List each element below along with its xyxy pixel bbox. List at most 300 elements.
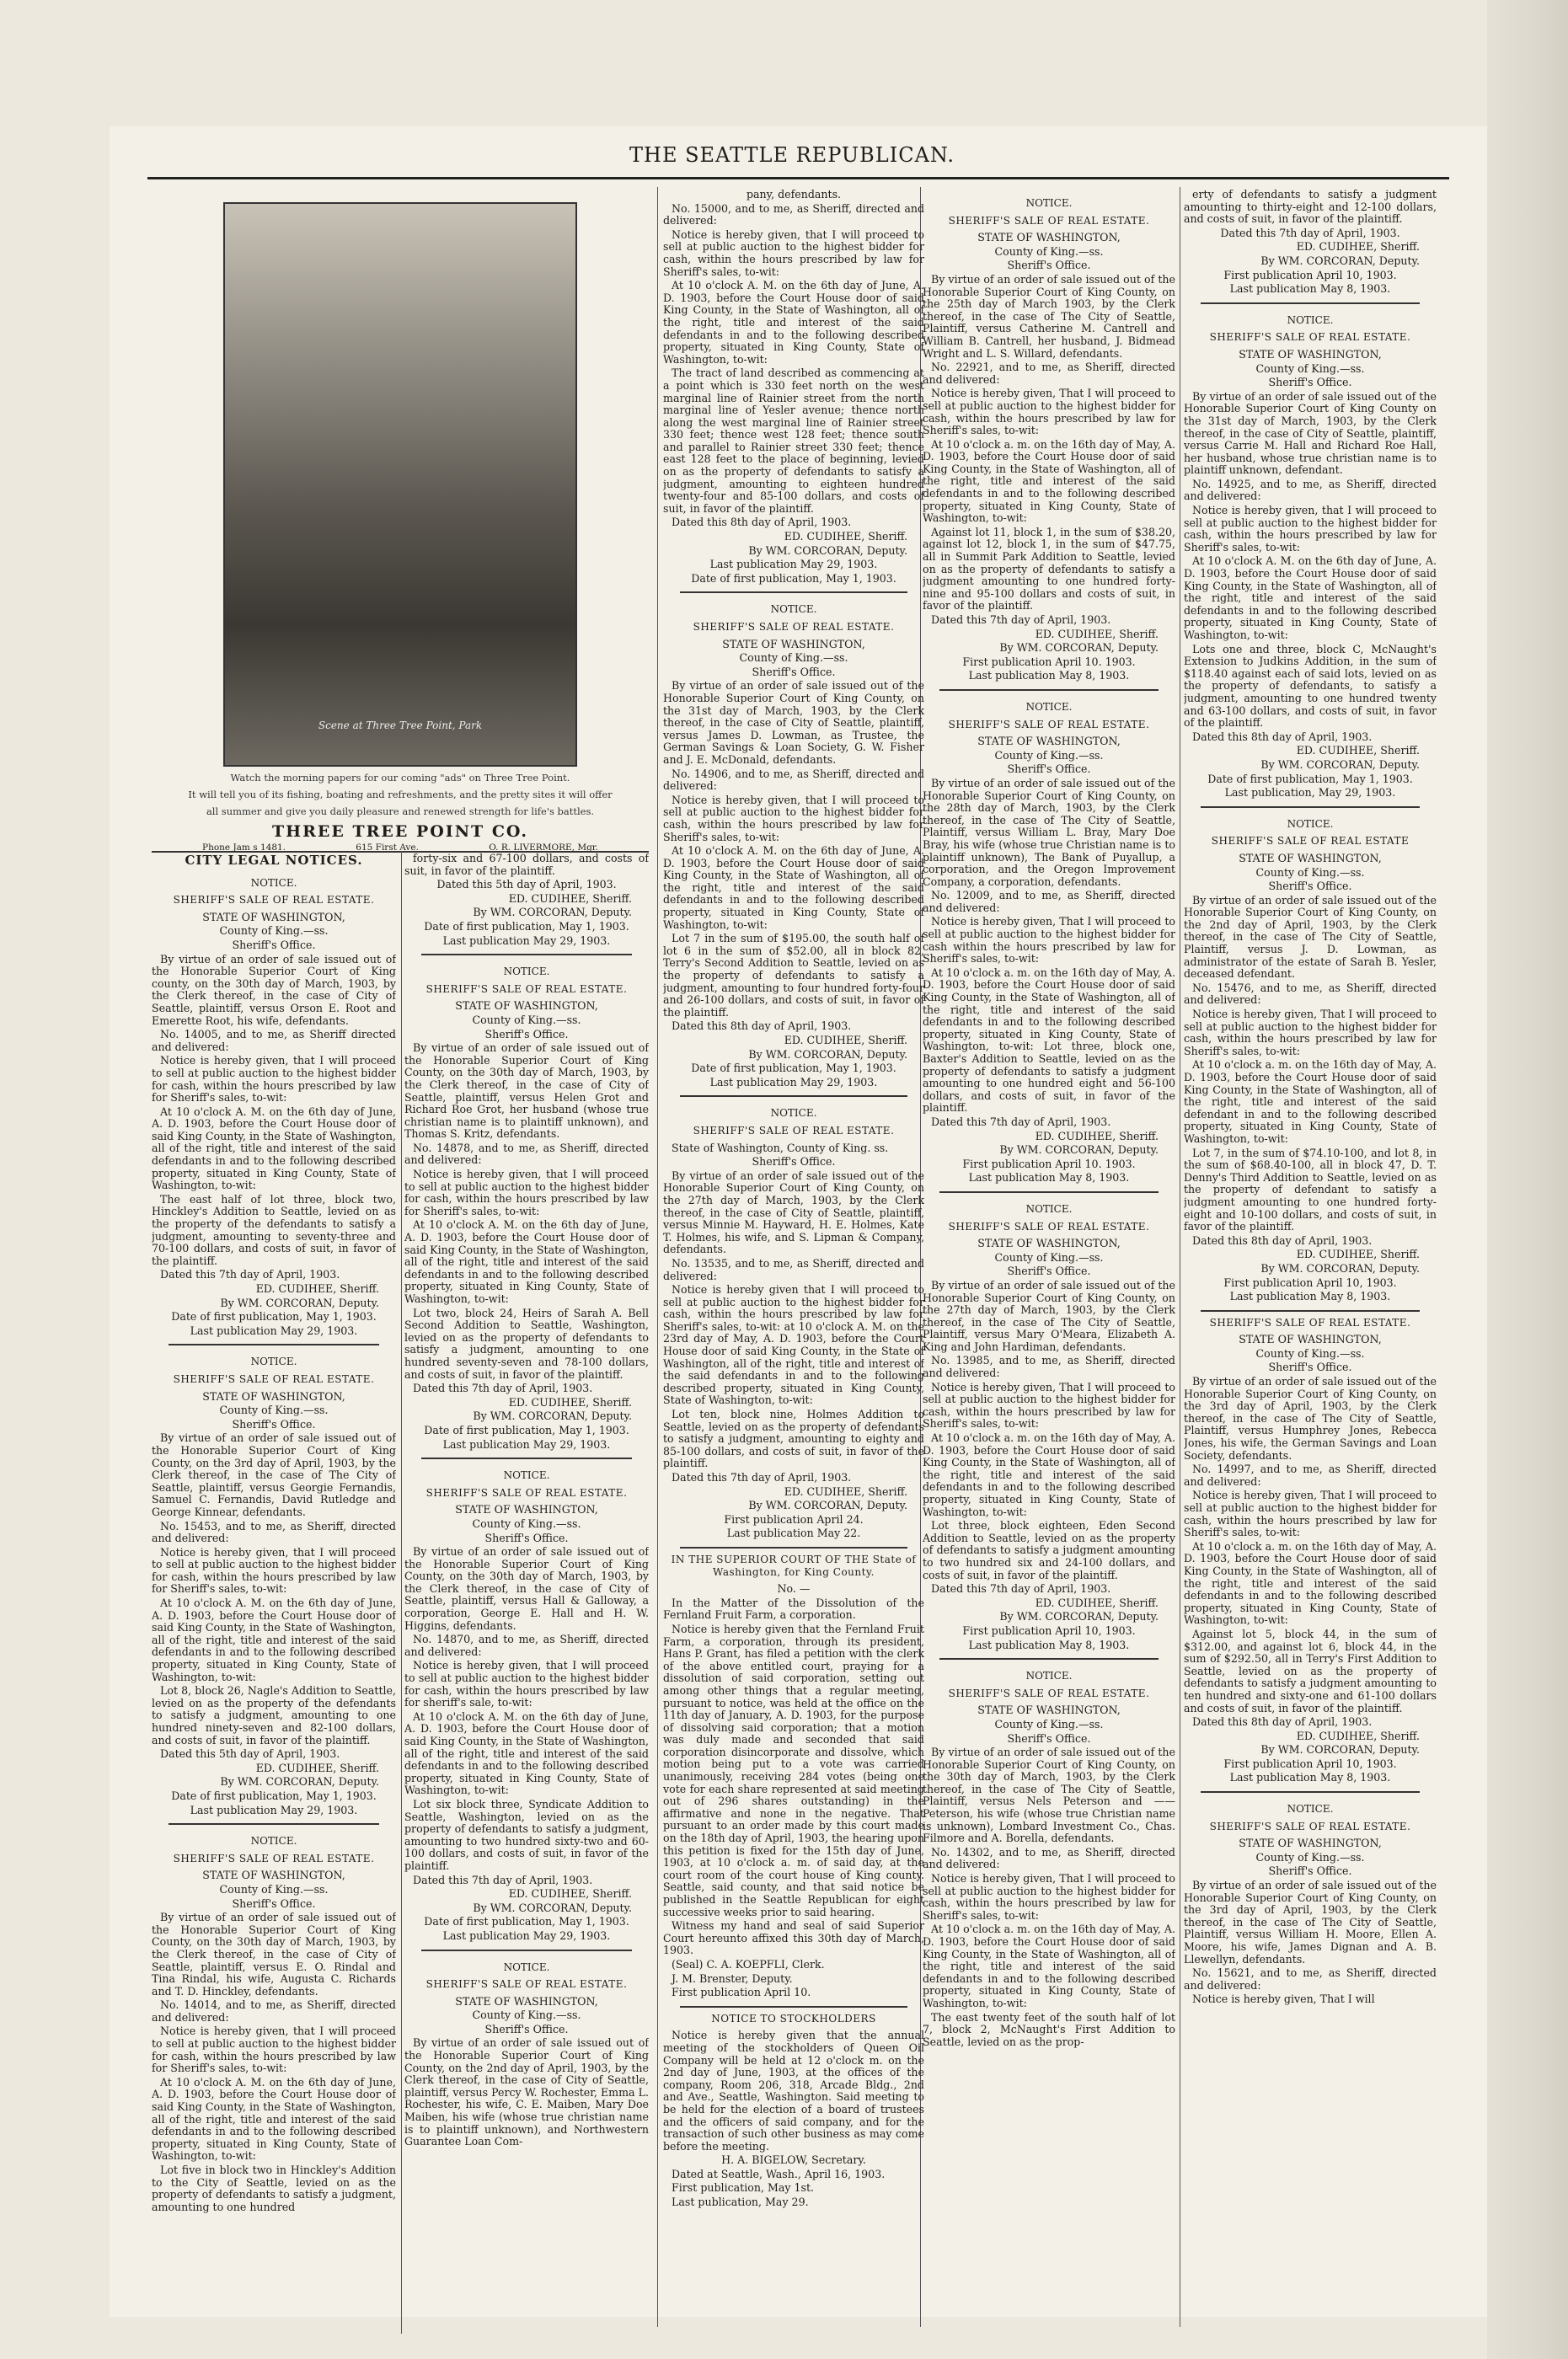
legal-notice bbox=[404, 1961, 649, 2148]
publication-date: Last publication May 8, 1903. bbox=[1229, 1290, 1391, 1303]
deputy-signature: By WM. CORCORAN, Deputy. bbox=[999, 1143, 1159, 1157]
notice-heading: SHERIFF'S SALE OF REAL ESTATE. bbox=[1209, 1316, 1411, 1329]
notice-text: At 10 o'clock A. M. on the 6th day of June, A. D. 1903, before the Court House door of said King County, in the State of Washington, all of the right, title and interest of the said defendants in and to the following described property, situated in King County, State of Washington, to-wit: bbox=[404, 1709, 649, 1797]
deputy-signature: By WM. CORCORAN, Deputy. bbox=[748, 1047, 907, 1061]
notice-text: At 10 o'clock A. M. on the 6th day of June, A. D. 1903, before the Court House door of said King County, in the State of Washington, all of the right, title and interest of the said defendants in and to the following described property, situated in King County, State of Washington, to-wit: bbox=[152, 2075, 396, 2163]
notice-text: Lot 8, block 26, Nagle's Addition to Seattle, levied on as the property of the defendants to satisfy a judgment, amounting to one hundred ninety-seven and 82-100 dollars, and costs of suit, in favor of the plaintiff. bbox=[152, 1684, 396, 1747]
deputy-signature: By WM. CORCORAN, Deputy. bbox=[473, 1901, 632, 1914]
notice-separator bbox=[1201, 1310, 1420, 1312]
notice-text: Notice is hereby given, That I will proceed to sell at public auction to the highest bidder for cash, within the hours prescribed by law for Sheriff's sales, to-wit: bbox=[1184, 1489, 1437, 1539]
notice-text: The tract of land described as commencing at a point which is 330 feet north on the west marginal line of Rainier street from the north marginal line of Yesler avenue; thence north along the west marginal line of Rainier street 330 feet; thence west 128 feet; thence south and parallel to Rainier street 330 feet; thence east 128 feet to the place of beginning, levied on as the property of defendants to satisfy a judgment, amounting to eighteen hundred twenty-four and 85-100 dollars, and costs of suit, in favor of the plaintiff. bbox=[663, 366, 924, 515]
notice-text: By virtue of an order of sale issued out of the Honorable Superior Court of King County, on the 25th day of March 1903, by the Clerk thereof, in the case of The City of Seattle, Plaintiff, versus Catherine M. Cantrell and William B. Cantrell, her husband, J. Bidmead Wright and L. S. Willard, defendants. bbox=[923, 272, 1175, 360]
notice-text: County of King.—ss. bbox=[472, 1516, 581, 1530]
notice-text: County of King.—ss. bbox=[1255, 361, 1365, 375]
ad-line-1: Watch the morning papers for our coming "ads" on Three Tree Point. bbox=[230, 772, 570, 784]
publication-date: Last publication May 8, 1903. bbox=[1229, 282, 1391, 296]
notice-text: Sheriff's Office. bbox=[1268, 1361, 1352, 1374]
notice-text: No. 14906, and to me, as Sheriff, directed and delivered: bbox=[663, 767, 924, 793]
notice-heading: SHERIFF'S SALE OF REAL ESTATE. bbox=[425, 982, 628, 995]
notice-text: Witness my hand and seal of said Superior Court hereunto affixed this 30th day of March, 1903. bbox=[663, 1919, 924, 1957]
publication-date: Date of first publication, May 1, 1903. bbox=[424, 1423, 629, 1436]
publication-date: Last publication May 29, 1903. bbox=[442, 1928, 611, 1942]
column-3 bbox=[663, 187, 924, 2344]
notice-heading: SHERIFF'S SALE OF REAL ESTATE. bbox=[948, 214, 1150, 227]
notice-text: No. 14925, and to me, as Sheriff, directed and delivered: bbox=[1184, 477, 1437, 503]
legal-notice bbox=[663, 1554, 924, 1999]
notice-text: County of King.—ss. bbox=[739, 651, 848, 665]
deputy-signature: By WM. CORCORAN, Deputy. bbox=[1260, 1261, 1420, 1275]
deputy-signature: By WM. CORCORAN, Deputy. bbox=[999, 641, 1159, 655]
notice-heading: SHERIFF'S SALE OF REAL ESTATE. bbox=[173, 1372, 375, 1385]
notice-text: County of King.—ss. bbox=[472, 1013, 581, 1026]
notice-text: In the Matter of the Dissolution of the Fernland Fruit Farm, a corporation. bbox=[663, 1596, 924, 1622]
notice-text: County of King.—ss. bbox=[1255, 1346, 1365, 1360]
notice-text: STATE OF WASHINGTON, bbox=[455, 999, 598, 1013]
notice-text: Lot five in block two in Hinckley's Addition to the City of Seattle, levied on as the property of defendants to satisfy a judgment, amounting to one hundred bbox=[152, 2164, 396, 2213]
legal-notice bbox=[663, 2013, 924, 2209]
deputy-signature: By WM. CORCORAN, Deputy. bbox=[473, 1410, 632, 1423]
sheriff-signature: ED. CUDIHEE, Sheriff. bbox=[255, 1282, 379, 1295]
notice-text: Notice is hereby given, that I will proceed to sell at public auction to the highest bidder for cash, within the hours prescribed by law for Sheriff's sales, to-wit: bbox=[404, 1168, 649, 1217]
legal-notice bbox=[1184, 314, 1437, 800]
notice-text: County of King.—ss. bbox=[219, 1404, 329, 1417]
deputy-signature: By WM. CORCORAN, Deputy. bbox=[999, 1610, 1159, 1623]
ad-manager: O. R. LIVERMORE, Mgr. bbox=[489, 842, 598, 853]
notice-text: Sheriff's Office. bbox=[1007, 762, 1091, 776]
notice-text: Sheriff's Office. bbox=[752, 665, 836, 678]
publication-date: Date of first publication, May 1, 1903. bbox=[171, 1789, 377, 1802]
notice-heading: SHERIFF'S SALE OF REAL ESTATE. bbox=[948, 1220, 1150, 1233]
notice-text: STATE OF WASHINGTON, bbox=[202, 1389, 345, 1403]
notice-text: At 10 o'clock A. M. on the 6th day of June, A. D. 1903, before the Court House door of said King County, in the State of Washington, all of the right, title and interest of the said defendants in and to the following described property, situated in King County, State of Washington, to-wit: bbox=[152, 1597, 396, 1683]
notice-text: No. 14997, and to me, as Sheriff, directed and delivered: bbox=[1184, 1463, 1437, 1488]
notice-text: STATE OF WASHINGTON, bbox=[202, 910, 345, 923]
notice-text: Lot 7, in the sum of $74.10-100, and lot 8, in the sum of $68.40-100, all in block 47, D. T. Denny's Third Addition to Seattle, levied on as the property of defendant to satisfy a judgment amounting to one hundred forty-eight and 10-100 dollars, and costs of suit, in favor of the plaintiff. bbox=[1184, 1146, 1437, 1233]
legal-notice bbox=[1184, 1317, 1437, 1784]
notice-separator bbox=[421, 1950, 632, 1951]
deputy-signature: By WM. CORCORAN, Deputy. bbox=[748, 543, 907, 557]
deputy-signature: By WM. CORCORAN, Deputy. bbox=[1260, 254, 1420, 267]
notice-separator bbox=[169, 1823, 379, 1825]
notice-text: Sheriff's Office. bbox=[232, 1896, 316, 1910]
notice-text: Sheriff's Office. bbox=[484, 2022, 569, 2035]
page-edge bbox=[1487, 0, 1568, 2359]
notice-text: Sheriff's Office. bbox=[1007, 259, 1091, 272]
notice-heading: SHERIFF'S SALE OF REAL ESTATE. bbox=[948, 1687, 1150, 1699]
notice-text: At 10 o'clock A. M. on the 6th day of June, A. D. 1903, before the Court House door of said King County, in the State of Washington, all of the right, title and interest of the said defendants in and to the following described property, situated in King County, State of Washington, to-wit: bbox=[663, 279, 924, 366]
notice-text: County of King.—ss. bbox=[994, 1717, 1104, 1730]
notice-text: STATE OF WASHINGTON, bbox=[1239, 347, 1382, 361]
notice-text: By virtue of an order of sale issued out of the Honorable Superior Court of King County, on the 30th day of March, 1903, by the Clerk thereof, in the case of City of Seattle, plaintiff, versus Helen Grot and Richard Roe Grot, her husband (whose true christian name is to plaintiff unknown), and Thomas S. Kritz, defendants. bbox=[404, 1041, 649, 1141]
notice-text: Lot three, block eighteen, Eden Second Addition to Seattle, levied on as the property of defendants to satisfy a judgment amounting to two hundred six and 24-100 dollars, and costs of suit, in favor of the plaintiff. bbox=[923, 1519, 1175, 1581]
notice-text: Against lot 5, block 44, in the sum of $312.00, and against lot 6, block 44, in the sum of $292.50, all in Terry's First Addition to Seattle, levied on as the property of defendants to satisfy a judgment amounting to ten hundred and sixty-one and 61-100 dollars and costs of suit, in favor of the plaintiff. bbox=[1184, 1627, 1437, 1714]
photo-caption: Scene at Three Tree Point, Park bbox=[318, 719, 483, 731]
notice-text: No. 15621, and to me, as Sheriff, directed and delivered: bbox=[1184, 1966, 1437, 1992]
sheriff-signature: ED. CUDIHEE, Sheriff. bbox=[1035, 627, 1159, 640]
notice-label: NOTICE. bbox=[503, 966, 550, 978]
legal-notice bbox=[663, 603, 924, 1089]
legal-notice bbox=[404, 1469, 649, 1942]
notice-text: Against lot 11, block 1, in the sum of $38.20, against lot 12, block 1, in the sum of $47.75, all in Summit Park Addition to Seattle, levied on as the property of defendants to satisfy a judgment amounting to one hundred forty-nine and 95-100 dollars and costs of suit, in favor of the plaintiff. bbox=[923, 525, 1175, 612]
deputy-signature: By WM. CORCORAN, Deputy. bbox=[473, 906, 632, 919]
notice-text: Dated this 8th day of April, 1903. bbox=[672, 516, 852, 529]
ad-line-3: all summer and give you daily pleasure and renewed strength for life's battles. bbox=[206, 805, 595, 817]
notice-separator bbox=[939, 689, 1159, 691]
publication-date: Last publication May 22. bbox=[726, 1527, 861, 1540]
legal-notice bbox=[1184, 1803, 1437, 2006]
notice-text: Notice is hereby given that the Fernland Fruit Farm, a corporation, through its president, Hans P. Grant, has filed a petition with the clerk of the above entitled court, praying for a dissolution of said corporation, setting out among other things that a regular meeting, pursuant to notice, was held at the office on the 11th day of January, A. D. 1903, for the purpose of dissolving said corporation; that a motion was duly made and seconded that said corporation disincorporate and dissolve, which motion being put to a vote was carried unanimously, receiving 284 votes (being one vote for each share represented at said meeting out of 296 shares outstanding) in the affirmative and none in the negative. That pursuant to an order made by this court made on the 18th day of April, 1903, the hearing upon this petition is fixed for the 15th day of June, 1903, at 10 o'clock a. m. of said day, at the court room of the court house of King county. Seattle, said county, and that said notice be published in the Seattle Republican for eight successive weeks prior to said hearing. bbox=[663, 1622, 924, 1918]
publication-date: First publication April 10. 1903. bbox=[962, 655, 1136, 668]
notice-text: No. 13535, and to me, as Sheriff, directed and delivered: bbox=[663, 1256, 924, 1282]
notice-separator bbox=[421, 1458, 632, 1459]
notice-text: County of King.—ss. bbox=[1255, 865, 1365, 879]
notice-text: Lot six block three, Syndicate Addition to Seattle, Washington, levied on as the property of defendants to satisfy a judgment, amounting to two hundred sixty-two and 60-100 dollars, and costs of suit, in favor of the plaintiff. bbox=[404, 1797, 649, 1872]
ad-line-2: It will tell you of its fishing, boating and refreshments, and the pretty sites it will offer bbox=[188, 789, 613, 800]
column-2 bbox=[404, 851, 649, 2165]
publication-date: Last publication May 8, 1903. bbox=[968, 669, 1130, 682]
sheriff-signature: ED. CUDIHEE, Sheriff. bbox=[255, 1761, 379, 1774]
sheriff-signature: ED. CUDIHEE, Sheriff. bbox=[508, 891, 632, 905]
publication-date: Last publication May 8, 1903. bbox=[968, 1638, 1130, 1651]
notice-text: pany, defendants. bbox=[746, 188, 842, 201]
notice-heading: SHERIFF'S SALE OF REAL ESTATE. bbox=[1209, 331, 1411, 344]
notice-text: County of King.—ss. bbox=[994, 244, 1104, 258]
notice-text: Notice is hereby given, that I will proceed to sell at public auction to the highest bidder for cash, within the hours prescribed by law for sheriff's sale, to-wit: bbox=[404, 1659, 649, 1709]
sheriff-signature: ED. CUDIHEE, Sheriff. bbox=[508, 1887, 632, 1901]
notice-text: By virtue of an order of sale issued out of the Honorable Superior Court of King County, on the 3rd day of April, 1903, by the Clerk thereof, in the case of The City of Seattle, plaintiff, versus Georgie Fernandis, Samuel C. Fernandis, David Rutledge and George Kinnear, defendants. bbox=[152, 1431, 396, 1518]
publication-date: Date of first publication, May 1, 1903. bbox=[691, 1062, 896, 1075]
publication-date: Last publication May 8, 1903. bbox=[968, 1171, 1130, 1185]
notice-text: At 10 o'clock A. M. on the 6th day of June, A. D. 1903, before the Court House door of said King County, in the State of Washington, all of the right, title and interest of the said defendants in and to the following described property, situated in King County, State of Washington, to-wit: bbox=[404, 1218, 649, 1305]
publication-date: Last publication May 29, 1903. bbox=[190, 1803, 358, 1816]
notice-heading: SHERIFF'S SALE OF REAL ESTATE. bbox=[693, 1124, 895, 1137]
sheriff-signature: ED. CUDIHEE, Sheriff. bbox=[1035, 1129, 1159, 1142]
notice-text: County of King.—ss. bbox=[219, 1882, 329, 1896]
notice-text: At 10 o'clock a. m. on the 16th day of May, A. D. 1903, before the Court House door of said King County, in the State of Washington, all of the right, title and interest of the said defendant in and to the following described property, situated in King County, State of Washington, to-wit: bbox=[1184, 1058, 1437, 1145]
notice-heading: SHERIFF'S SALE OF REAL ESTATE. bbox=[425, 1486, 628, 1499]
notice-text: Notice is hereby given that I will proceed to sell at public auction to the highest bidder for cash, within the hours prescribed by law for Sheriff's sales, to-wit: at 10 o'clock A. M. on the 23rd day of May, A. D. 1903, before the Court House door of said King County, in the State of Washington, all of the right, title and interest of the said defendants in and to the following described property, situated in King County, State of Washington, to-wit: bbox=[663, 1283, 924, 1407]
notice-text: Dated this 7th day of April, 1903. bbox=[672, 1471, 852, 1484]
notice-heading: IN THE SUPERIOR COURT OF THE State of Washington, for King County. bbox=[671, 1553, 917, 1578]
notice-text: Notice is hereby given, That I will bbox=[1192, 1993, 1375, 2006]
legal-notice bbox=[663, 189, 924, 585]
sheriff-signature: ED. CUDIHEE, Sheriff. bbox=[1296, 1248, 1420, 1261]
notice-separator bbox=[680, 591, 907, 593]
publication-date: Date of first publication, May 1, 1903. bbox=[691, 571, 896, 585]
legal-notice bbox=[152, 1835, 396, 2213]
notice-separator bbox=[939, 1658, 1159, 1660]
notice-text: Notice is hereby given, That I will proceed to sell at public auction to the highest bidder for cash within the hours prescribed by law for Sheriff's sales, to-wit: bbox=[923, 915, 1175, 966]
column-rule bbox=[657, 187, 658, 2327]
notice-label: NOTICE. bbox=[770, 1107, 817, 1120]
notice-text: Dated this 7th day of April, 1903. bbox=[931, 1582, 1111, 1596]
notice-text: County of King.—ss. bbox=[219, 924, 329, 938]
notice-label: NOTICE. bbox=[1287, 313, 1334, 326]
notice-text: By virtue of an order of sale issued out of the Honorable Superior Court of King County, on the 28th day of March, 1903, by the Clerk thereof, in the case of The City of Seattle, Plaintiff, versus William L. Bray, Mary Doe Bray, his wife (whose true Christian name is to plaintiff unknown), The Bank of Puyallup, a corporation, and the Oregon Improvement Company, a corporation, defendants. bbox=[923, 776, 1175, 888]
sheriff-signature: ED. CUDIHEE, Sheriff. bbox=[1296, 240, 1420, 254]
notice-text: Sheriff's Office. bbox=[752, 1155, 836, 1169]
notice-text: County of King.—ss. bbox=[994, 748, 1104, 762]
notice-text: Notice is hereby given, That I will proceed to sell at public auction to the highest bidder for cash, within the hours prescribed by law for Sheriff's sales, to-wit: bbox=[923, 1872, 1175, 1922]
notice-text: Notice is hereby given, that I will proceed to sell at public auction to the highest bidder for cash, within the hours prescribed by law for Sheriff's sales, to-wit: bbox=[663, 793, 924, 843]
publication-date: Last publication May 29, 1903. bbox=[709, 1075, 878, 1089]
notice-text: Dated this 8th day of April, 1903. bbox=[672, 1019, 852, 1033]
notice-heading: NOTICE TO STOCKHOLDERS bbox=[711, 2012, 876, 2025]
notice-text: Sheriff's Office. bbox=[1007, 1731, 1091, 1745]
deputy-signature: By WM. CORCORAN, Deputy. bbox=[220, 1775, 379, 1789]
notice-text: Dated this 7th day of April, 1903. bbox=[931, 1115, 1111, 1128]
notice-text: At 10 o'clock A. M. on the 6th day of June, A. D. 1903, before the Court House door of said King County, in the State of Washington, all of the right, title and interest of the said defendants in and to the following described property, situated in King County, State of Washington, to-wit: bbox=[152, 1105, 396, 1192]
masthead-rule bbox=[147, 177, 1449, 179]
notice-text: STATE OF WASHINGTON, bbox=[455, 1503, 598, 1516]
ad-address: 615 First Ave. bbox=[356, 842, 419, 853]
notice-heading: SHERIFF'S SALE OF REAL ESTATE. bbox=[1209, 1820, 1411, 1832]
notice-text: At 10 o'clock a. m. on the 16th day of May, A. D. 1903, before the Court House door of said King County, in the State of Washington, all of the right, title and interest of the said defendants in and to the following described property, situated in King County, State of Washington, to-wit: bbox=[923, 1923, 1175, 2009]
publication-date: First publication April 10. 1903. bbox=[962, 1157, 1136, 1170]
sheriff-signature: ED. CUDIHEE, Sheriff. bbox=[784, 1034, 907, 1046]
notice-text: Sheriff's Office. bbox=[1007, 1265, 1091, 1278]
notice-text: By virtue of an order of sale issued out of the Honorable Superior Court of King County, on the 30th day of March, 1903, by the Clerk thereof, in the case of The City of Seattle, Plaintiff, versus Nels Peterson and —— Peterson, his wife (whose true Christian name is unknown), Lombard Investment Co., Chas. Filmore and A. Borella, defendants. bbox=[923, 1746, 1175, 1845]
notice-heading: SHERIFF'S SALE OF REAL ESTATE bbox=[1211, 835, 1410, 848]
forest-photo bbox=[223, 202, 577, 767]
notice-text: At 10 o'clock a. m. on the 16th day of May, A. D. 1903, before the Court House door of said King County, in the State of Washington, all of the right, title and interest of the said defendants in and to the following described property, situated in King County, State of Washington, to-wit: bbox=[1184, 1539, 1437, 1627]
notice-separator bbox=[169, 1344, 379, 1345]
notice-heading: SHERIFF'S SALE OF REAL ESTATE. bbox=[173, 894, 375, 907]
publication-date: Date of first publication, May 1, 1903. bbox=[1207, 772, 1413, 785]
notice-text: STATE OF WASHINGTON, bbox=[977, 1237, 1121, 1250]
notice-text: No. 14302, and to me, as Sheriff, directed and delivered: bbox=[923, 1845, 1175, 1871]
notice-separator bbox=[1201, 1791, 1420, 1793]
notice-text: By virtue of an order of sale issued out of the Honorable Superior Court of King County, on the 2nd day of April, 1903, by the Clerk thereof, in the case of The City of Seattle, Plaintiff, versus J. D. Lowman, as administrator of the estate of Sarah B. Yesler, deceased defendant. bbox=[1184, 893, 1437, 981]
notice-text: Dated this 5th day of April, 1903. bbox=[436, 878, 617, 891]
notice-text: The east twenty feet of the south half of lot 7, block 2, McNaught's First Addition to Seattle, levied on as the prop- bbox=[923, 2010, 1175, 2048]
notice-text: Lots one and three, block C, McNaught's Extension to Judkins Addition, in the sum of $118.40 against each of said lots, levied on as the property of defendants, to satisfy a judgment, amounting to one hundred twenty and 63-100 dollars, and costs of suit, in favor of the plaintiff. bbox=[1184, 642, 1437, 730]
notice-label: NOTICE. bbox=[770, 603, 817, 616]
notice-text: At 10 o'clock A. M. on the 6th day of June, A. D. 1903, before the Court House door of said King County, in the State of Washington, all of the right, title and interest of the said defendants in and to the following described property, situated in King County, State of Washington, to-wit: bbox=[1184, 554, 1437, 641]
notice-separator bbox=[1201, 302, 1420, 304]
notice-label: NOTICE. bbox=[1025, 1202, 1073, 1215]
notice-separator bbox=[939, 1191, 1159, 1193]
notice-text: No. 12009, and to me, as Sheriff, directed and delivered: bbox=[923, 889, 1175, 914]
notice-text: By virtue of an order of sale issued out of the Honorable Superior Court of King County on the 31st day of March, 1903, by the Clerk thereof, in the case of City of Seattle, plaintiff, versus Carrie M. Hall and Richard Roe Hall, her husband, whose true christian name is to plaintiff unknown, defendant. bbox=[1184, 389, 1437, 477]
notice-label: NOTICE. bbox=[503, 1469, 550, 1482]
notice-heading: SHERIFF'S SALE OF REAL ESTATE. bbox=[173, 1852, 375, 1864]
notice-text: Dated this 7th day of April, 1903. bbox=[413, 1873, 593, 1886]
notice-text: Sheriff's Office. bbox=[1268, 880, 1352, 893]
notice-label: NOTICE. bbox=[1025, 197, 1073, 209]
notice-text: Notice is hereby given, that I will proceed to sell at public auction to the highest bidder for cash, within the hours prescribed by law for Sheriff's sales, to-wit: bbox=[1184, 504, 1437, 554]
notice-text: No. 14878, and to me, as Sheriff, directed and delivered: bbox=[404, 1141, 649, 1167]
notice-text: STATE OF WASHINGTON, bbox=[977, 231, 1121, 244]
publication-date: Date of first publication, May 1, 1903. bbox=[424, 919, 629, 933]
notice-text: STATE OF WASHINGTON, bbox=[1239, 1837, 1382, 1850]
sheriff-signature: ED. CUDIHEE, Sheriff. bbox=[1296, 1729, 1420, 1742]
notice-text: Lot 7 in the sum of $195.00, the south half of lot 6 in the sum of $52.00, all in block 82, Terry's Second Addition to Seattle, levied on as the property of defendants to satisfy a judgment, amounting to four hundred forty-four and 26-100 dollars, and costs of suit, in favor of the plaintiff. bbox=[663, 932, 924, 1019]
legal-notice bbox=[404, 853, 649, 947]
notice-text: Last publication, May 29. bbox=[672, 2196, 809, 2209]
sheriff-signature: ED. CUDIHEE, Sheriff. bbox=[784, 530, 907, 543]
notice-heading: SHERIFF'S SALE OF REAL ESTATE. bbox=[425, 1978, 628, 1991]
notice-label: NOTICE. bbox=[250, 1356, 297, 1368]
deputy-signature: By WM. CORCORAN, Deputy. bbox=[220, 1296, 379, 1309]
notice-text: Sheriff's Office. bbox=[232, 1417, 316, 1431]
sheriff-signature: ED. CUDIHEE, Sheriff. bbox=[1035, 1596, 1159, 1609]
sheriff-signature: ED. CUDIHEE, Sheriff. bbox=[1296, 744, 1420, 757]
notice-separator bbox=[680, 1547, 907, 1549]
notice-text: No. 14870, and to me, as Sheriff, directed and delivered: bbox=[404, 1633, 649, 1658]
notice-separator bbox=[1201, 806, 1420, 808]
notice-text: No. 22921, and to me, as Sheriff, directed and delivered: bbox=[923, 361, 1175, 386]
publication-date: First publication April 10, 1903. bbox=[1223, 268, 1397, 281]
notice-separator bbox=[421, 954, 632, 955]
deputy-signature: By WM. CORCORAN, Deputy. bbox=[1260, 757, 1420, 771]
notice-text: County of King.—ss. bbox=[472, 2009, 581, 2022]
notice-label: NOTICE. bbox=[1287, 817, 1334, 830]
notice-text: (Seal) C. A. KOEPFLI, Clerk. bbox=[672, 1957, 825, 1971]
notice-text: By virtue of an order of sale issued out of the Honorable Superior Court of King County, on the 30th day of March, 1903, by the Clerk thereof, in the case of City of Seattle, plaintiff, versus Hall & Galloway, a corporation, George E. Hall and H. W. Higgins, defendants. bbox=[404, 1545, 649, 1632]
sheriff-signature: ED. CUDIHEE, Sheriff. bbox=[784, 1484, 907, 1498]
notice-text: erty of defendants to satisfy a judgment amounting to thirty-eight and 12-100 dollars, and costs of suit, in favor of the plaintiff. bbox=[1184, 188, 1437, 226]
publication-date: Last publication May 8, 1903. bbox=[1229, 1771, 1391, 1784]
legal-notice bbox=[663, 1107, 924, 1540]
notice-text: Sheriff's Office. bbox=[484, 1027, 569, 1040]
notice-text: Dated this 8th day of April, 1903. bbox=[1192, 1233, 1373, 1247]
publication-date: First publication April 10, 1903. bbox=[1223, 1276, 1397, 1289]
notice-text: No. 15476, and to me, as Sheriff, directed and delivered: bbox=[1184, 981, 1437, 1007]
notice-label: NOTICE. bbox=[1025, 1670, 1073, 1682]
legal-notice bbox=[1184, 189, 1437, 296]
notice-text: No. 15000, and to me, as Sheriff, directed and delivered: bbox=[663, 201, 924, 227]
notice-text: By virtue of an order of sale issued out of the Honorable Superior Court of King County, on the 30th day of March, 1903, by the Clerk thereof, in the case of City of Seattle, plaintiff, versus E. O. Rindal and Tina Rindal, his wife, Augusta C. Richards and T. D. Hinckley, defendants. bbox=[152, 1911, 396, 1998]
publication-date: First publication April 24. bbox=[724, 1512, 864, 1526]
column-5 bbox=[1184, 187, 1437, 2344]
notice-text: Sheriff's Office. bbox=[1268, 1864, 1352, 1878]
publication-date: First publication April 10, 1903. bbox=[1223, 1757, 1397, 1770]
notice-text: STATE OF WASHINGTON, bbox=[722, 637, 865, 650]
legal-notice bbox=[923, 1203, 1175, 1651]
publication-date: Last publication May 29, 1903. bbox=[190, 1324, 358, 1337]
ad-phone: Phone Jam s 1481. bbox=[202, 842, 286, 853]
notice-text: H. A. BIGELOW, Secretary. bbox=[721, 2153, 866, 2167]
notice-label: NOTICE. bbox=[1287, 1803, 1334, 1816]
notice-text: Sheriff's Office. bbox=[1268, 376, 1352, 389]
notice-text: At 10 o'clock a. m. on the 16th day of May, A. D. 1903, before the Court House door of said King County, in the State of Washington, all of the right, title and interest of the said defendants in and to the following described property, situated in King County, State of Washington, to-wit: Lot three, block one, Baxter's Addition to Seattle, levied on as the property of defendants to satisfy a judgment amounting to one hundred eight and 56-100 dollars, and costs of suit, in favor of the plaintiff. bbox=[923, 966, 1175, 1115]
notice-label: NOTICE. bbox=[503, 1960, 550, 1973]
notice-label: NOTICE. bbox=[1025, 700, 1073, 713]
publication-date: First publication April 10, 1903. bbox=[962, 1623, 1136, 1637]
notice-text: No. 14014, and to me, as Sheriff, directed and delivered: bbox=[152, 1998, 396, 2024]
legal-notice bbox=[152, 877, 396, 1338]
notice-text: Notice is hereby given, that I will proceed to sell at public auction to the highest bidder for cash, within the hours prescribed by law for Sheriff's sales, to-wit: bbox=[152, 1054, 396, 1105]
publication-date: Date of first publication, May 1, 1903. bbox=[171, 1310, 377, 1324]
notice-text: At 10 o'clock a. m. on the 16th day of May, A. D. 1903, before the Court House door of said King County, in the State of Washington, all of the right, title and interest of the said defendants in and to the following described property, situated in King County, State of Washington, to-wit: bbox=[923, 437, 1175, 525]
notice-text: Dated this 7th day of April, 1903. bbox=[1220, 226, 1400, 239]
notice-text: Notice is hereby given, That I will proceed to sell at public auction to the highest bidder for cash, within the hours prescribed by law for Sheriff's sales, to-wit: bbox=[923, 387, 1175, 437]
notice-text: Sheriff's Office. bbox=[232, 938, 316, 951]
notice-text: By virtue of an order of sale issued out of the Honorable Superior Court of King county, on the 30th day of March, 1903, by the Clerk thereof, in the case of City of Seattle, plaintiff, versus Orson E. Root and Emerette Root, his wife, defendants. bbox=[152, 952, 396, 1027]
notice-separator bbox=[680, 2006, 907, 2008]
notice-text: Dated this 7th day of April, 1903. bbox=[413, 1382, 593, 1395]
notice-text: Dated at Seattle, Wash., April 16, 1903. bbox=[672, 2167, 886, 2180]
notice-text: STATE OF WASHINGTON, bbox=[1239, 1333, 1382, 1346]
notice-heading: SHERIFF'S SALE OF REAL ESTATE. bbox=[693, 621, 895, 633]
publication-date: Date of first publication, May 1, 1903. bbox=[424, 1915, 629, 1928]
notice-text: J. M. Brenster, Deputy. bbox=[672, 1971, 793, 1985]
notice-text: The east half of lot three, block two, Hinckley's Addition to Seattle, levied on as the property of the defendants to satisfy a judgment, amounting to seventy-three and 70-100 dollars, and costs of suit, in favor of the plaintiff. bbox=[152, 1192, 396, 1267]
notice-text: Notice is hereby given that the annual meeting of the stockholders of Queen Oil Company will be held at 12 o'clock m. on the 2nd day of June, 1903, at the offices of the company, Room 206, 318, Arcade Bldg., 2nd and Ave., Seattle, Washington. Said meeting to be held for the election of a board of trustees and the officers of said company, and for the transaction of such other business as may come before the meeting. bbox=[663, 2029, 924, 2153]
notice-text: No. 14005, and to me, as Sheriff directed and delivered: bbox=[152, 1028, 396, 1053]
notice-text: STATE OF WASHINGTON, bbox=[202, 1869, 345, 1882]
notice-text: State of Washington, County of King. ss. bbox=[672, 1141, 889, 1154]
notice-text: STATE OF WASHINGTON, bbox=[977, 735, 1121, 748]
notice-separator bbox=[680, 1095, 907, 1097]
notice-label: NOTICE. bbox=[250, 1835, 297, 1848]
notice-text: By virtue of an order of sale issued out of the Honorable Superior Court of King County, on the 3rd day of April, 1903, by the Clerk thereof, in the case of The City of Seattle, Plaintiff, versus William H. Moore, Ellen A. Moore, his wife, James Dignan and A. B. Llewellyn, defendants. bbox=[1184, 1879, 1437, 1966]
notice-text: By virtue of an order of sale issued out of the Honorable Superior Court of King County, on the 31st day of March, 1903, by the Clerk thereof, in the case of City of Seattle, plaintiff, versus James D. Lowman, as Trustee, the German Savings & Loan Society, G. W. Fisher and J. E. McDonald, defendants. bbox=[663, 679, 924, 766]
notice-text: Notice is hereby given, that I will proceed to sell at public auction to the highest bidder for cash, within the hours prescribed by law for Sheriff's sales, to-wit: bbox=[663, 227, 924, 278]
notice-text: No. 15453, and to me, as Sheriff, directed and delivered: bbox=[152, 1519, 396, 1545]
notice-text: By virtue of an order of sale issued out of the Honorable Superior Court of King County, on the 3rd day of April, 1903, by the Clerk thereof, in the case of The City of Seattle, Plaintiff, versus Humphrey Jones, Rebecca Jones, his wife, the German Savings and Loan Society, defendants. bbox=[1184, 1375, 1437, 1462]
notice-text: Dated this 7th day of April, 1903. bbox=[160, 1268, 340, 1281]
notice-label: NOTICE. bbox=[250, 876, 297, 889]
legal-notice bbox=[404, 966, 649, 1451]
notice-text: Lot ten, block nine, Holmes Addition to Seattle, levied on as the property of defendants to satisfy a judgment, amounting to eighty and 85-100 dollars, and costs of suit, in favor of the plaintiff. bbox=[663, 1408, 924, 1470]
notice-text: STATE OF WASHINGTON, bbox=[455, 1994, 598, 2008]
publication-date: Last publication May 29, 1903. bbox=[709, 558, 878, 571]
notice-text: STATE OF WASHINGTON, bbox=[1239, 851, 1382, 864]
legal-notice bbox=[1184, 818, 1437, 1303]
notice-text: Dated this 7th day of April, 1903. bbox=[931, 613, 1111, 626]
notice-text: Dated this 8th day of April, 1903. bbox=[1192, 730, 1373, 743]
notice-text: Notice is hereby given, that I will proceed to sell at public auction to the highest bidder for cash, within the hours prescribed by law for Sheriff's sales, to-wit: bbox=[152, 2025, 396, 2075]
deputy-signature: By WM. CORCORAN, Deputy. bbox=[748, 1499, 907, 1512]
three-tree-point-advertisement bbox=[152, 187, 649, 853]
column-rule bbox=[401, 851, 402, 2334]
notice-text: Notice is hereby given, that I will proceed to sell at public auction to the highest bidder for cash, within the hours prescribed by law for Sheriff's sales, to-wit: bbox=[152, 1545, 396, 1596]
masthead: THE SEATTLE REPUBLICAN. bbox=[629, 143, 955, 167]
notice-text: Dated this 5th day of April, 1903. bbox=[160, 1747, 340, 1761]
legal-notice bbox=[923, 701, 1175, 1185]
legal-notice bbox=[923, 1670, 1175, 2048]
notice-text: Notice is hereby given, That I will proceed to sell at public auction to the highest bidder for cash, within the hours prescribed by law for Sheriff's sales, to-wit: bbox=[1184, 1008, 1437, 1057]
sheriff-signature: ED. CUDIHEE, Sheriff. bbox=[508, 1395, 632, 1409]
column-4 bbox=[923, 187, 1175, 2344]
notice-text: forty-six and 67-100 dollars, and costs of suit, in favor of the plaintiff. bbox=[404, 852, 649, 877]
notice-text: STATE OF WASHINGTON, bbox=[977, 1704, 1121, 1717]
notice-text: By virtue of an order of sale issued out of the Honorable Superior Court of King County, on the 27th day of March, 1903, by the Clerk thereof, in the case of City of Seattle, plaintiff, versus Minnie M. Hayward, H. E. Holmes, Kate T. Holmes, his wife, and S. Lipman & Company, defendants. bbox=[663, 1169, 924, 1256]
notice-heading: SHERIFF'S SALE OF REAL ESTATE. bbox=[948, 718, 1150, 730]
notice-text: By virtue of an order of sale issued out of the Honorable Superior Court of King County, on the 2nd day of April, 1903, by the Clerk thereof, in the case of City of Seattle, plaintiff, versus Percy W. Rochester, Emma L. Rochester, his wife, C. E. Maiben, Mary Doe Maiben, his wife (whose true christian name is to plaintiff unknown), and Northwestern Guarantee Loan Com- bbox=[404, 2036, 649, 2148]
notice-text: Lot two, block 24, Heirs of Sarah A. Bell Second Addition to Seattle, Washington, levied on as the property of defendants to satisfy a judgment, amounting to one hundred seventy-seven and 78-100 dollars, and costs of suit, in favor of the plaintiff. bbox=[404, 1306, 649, 1381]
notice-text: By virtue of an order of sale issued out of the Honorable Superior Court of King County, on the 27th day of March, 1903, by the Clerk thereof, in the case of The City of Seattle, Plaintiff, versus Mary O'Meara, Elizabeth A. King and John Hardiman, defendants. bbox=[923, 1278, 1175, 1353]
notice-text: Dated this 8th day of April, 1903. bbox=[1192, 1715, 1373, 1729]
notice-text: At 10 o'clock a. m. on the 16th day of May, A. D. 1903, before the Court House door of said King County, in the State of Washington, all of the right, title and interest of the said defendants in and to the following described property, situated in King County, State of Washington, to-wit: bbox=[923, 1431, 1175, 1518]
notice-text: First publication April 10. bbox=[672, 1986, 811, 1999]
notice-text: County of King.—ss. bbox=[994, 1250, 1104, 1264]
notice-text: Sheriff's Office. bbox=[484, 1531, 569, 1544]
notice-text: No. — bbox=[777, 1582, 811, 1596]
section-title: CITY LEGAL NOTICES. bbox=[185, 853, 363, 868]
notice-text: No. 13985, and to me, as Sheriff, directed and delivered: bbox=[923, 1354, 1175, 1380]
notice-text: Notice is hereby given, That I will proceed to sell at public auction to the highest bidder for cash, within the hours prescribed by law for Sheriff's sales, to-wit: bbox=[923, 1380, 1175, 1431]
legal-notice bbox=[152, 1356, 396, 1816]
column-1 bbox=[152, 851, 396, 2359]
ad-brand: THREE TREE POINT CO. bbox=[272, 822, 528, 841]
publication-date: Last publication May 29, 1903. bbox=[442, 933, 611, 947]
notice-text: At 10 o'clock A. M. on the 6th day of June, A. D. 1903, before the Court House door of said King County, in the State of Washington, all of the right, title and interest of the said defendants in and to the following described property, situated in King County, State of Washington, to-wit: bbox=[663, 844, 924, 931]
legal-notice bbox=[923, 197, 1175, 682]
deputy-signature: By WM. CORCORAN, Deputy. bbox=[1260, 1743, 1420, 1757]
